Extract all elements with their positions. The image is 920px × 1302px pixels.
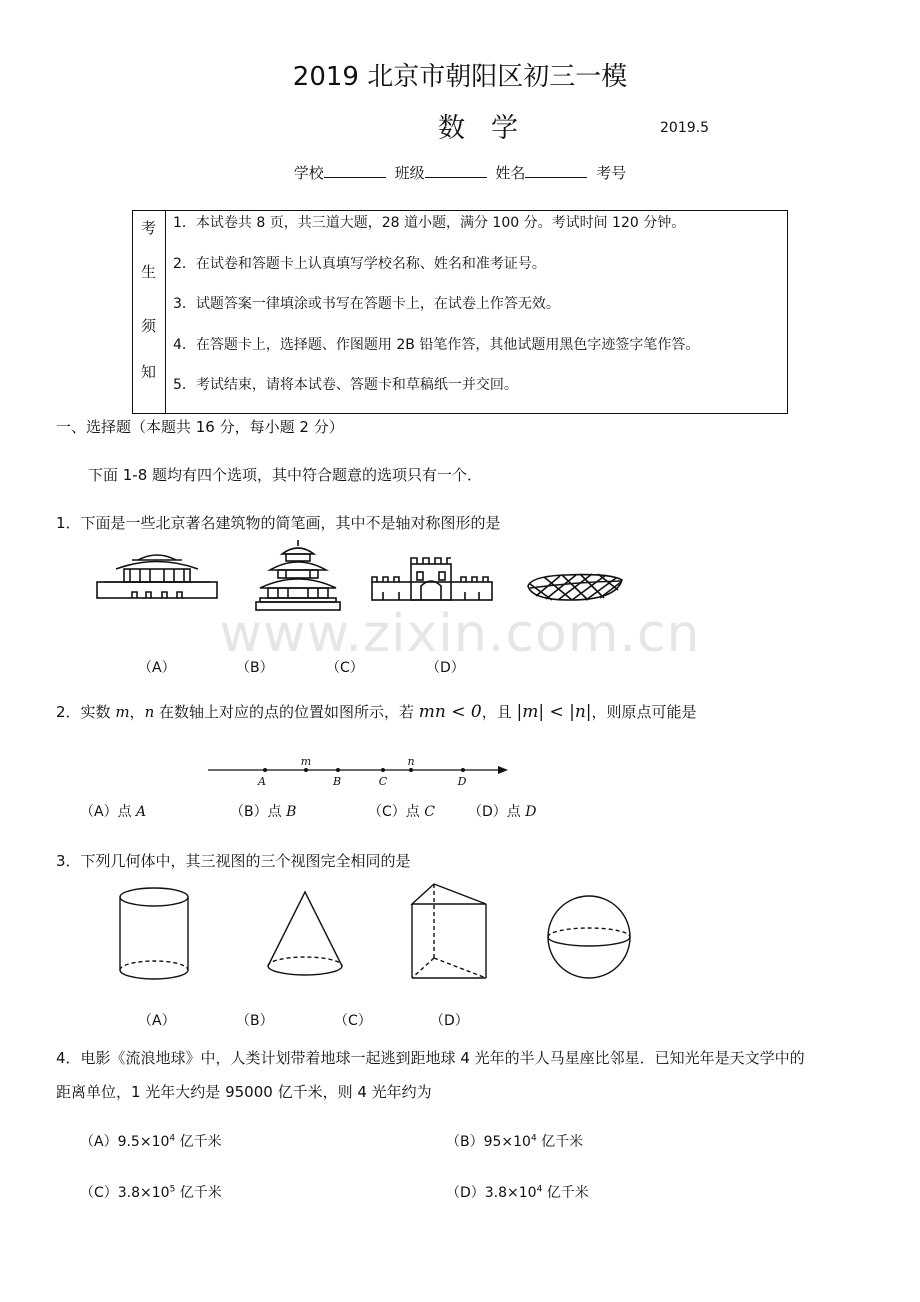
label-a: A bbox=[258, 775, 266, 788]
option-unit: 亿千米 bbox=[175, 1185, 222, 1201]
question-4-text-line2: 距离单位，1 光年大约是 95000 亿千米，则 4 光年约为 bbox=[56, 1083, 432, 1101]
notice-label-char: 知 bbox=[141, 363, 157, 381]
q1-option-b[interactable]: （B） bbox=[236, 660, 274, 676]
option-label: （C）点 bbox=[368, 804, 425, 820]
option-var: C bbox=[424, 804, 435, 820]
exam-number-label: 考号 bbox=[596, 164, 627, 182]
option-mantissa: （D）3.8×10 bbox=[446, 1185, 537, 1201]
number-line bbox=[206, 752, 516, 792]
temple-of-heaven-drawing bbox=[256, 540, 340, 614]
option-var: D bbox=[525, 804, 537, 820]
class-label: 班级 bbox=[394, 164, 425, 182]
q3-option-a[interactable]: （A） bbox=[138, 1013, 176, 1029]
option-exponent: 5 bbox=[169, 1184, 176, 1195]
class-blank[interactable] bbox=[425, 163, 487, 178]
q2-text-part: ， bbox=[129, 703, 145, 721]
point-b-dot bbox=[336, 768, 340, 772]
notice-label-column bbox=[133, 211, 166, 413]
option-mantissa: （C）3.8×10 bbox=[80, 1185, 170, 1201]
notice-item: 2．在试卷和答题卡上认真填写学校名称、姓名和准考证号。 bbox=[173, 256, 546, 272]
option-mantissa: （B）95×10 bbox=[446, 1134, 531, 1150]
notice-label-char: 须 bbox=[141, 317, 157, 335]
option-label: （B）点 bbox=[230, 804, 287, 820]
notice-item: 3．试题答案一律填涂或书写在答题卡上，在试卷上作答无效。 bbox=[173, 296, 560, 312]
label-n: n bbox=[407, 755, 415, 768]
label-b: B bbox=[332, 775, 342, 788]
point-c-dot bbox=[381, 768, 385, 772]
question-2-text bbox=[56, 701, 697, 722]
name-label: 姓名 bbox=[495, 164, 526, 182]
student-info-line bbox=[0, 162, 920, 183]
point-d-dot bbox=[461, 768, 465, 772]
point-n-dot bbox=[409, 768, 413, 772]
option-exponent: 4 bbox=[536, 1184, 543, 1195]
exam-notice-box bbox=[132, 210, 788, 414]
q4-option-b[interactable] bbox=[446, 1131, 583, 1151]
q1-option-c[interactable]: （C） bbox=[326, 660, 364, 676]
page-title: 2019 北京市朝阳区初三一模 bbox=[292, 62, 628, 92]
number-line-arrow bbox=[498, 766, 508, 774]
q1-option-a[interactable]: （A） bbox=[138, 660, 176, 676]
great-wall-drawing bbox=[371, 556, 493, 602]
notice-item: 1．本试卷共 8 页，共三道大题，28 道小题，满分 100 分。考试时间 120 分钟。 bbox=[173, 215, 686, 231]
point-m-dot bbox=[304, 768, 308, 772]
q2-text-part: ，且 bbox=[481, 703, 517, 721]
sphere-drawing bbox=[544, 892, 634, 982]
q3-option-d[interactable]: （D） bbox=[430, 1013, 469, 1029]
q2-option-b[interactable] bbox=[230, 801, 296, 821]
q2-option-d[interactable] bbox=[468, 801, 536, 821]
q3-option-c[interactable]: （C） bbox=[334, 1013, 372, 1029]
q3-option-b[interactable]: （B） bbox=[236, 1013, 274, 1029]
option-var: A bbox=[136, 804, 147, 820]
option-unit: 亿千米 bbox=[536, 1134, 584, 1150]
point-a-dot bbox=[263, 768, 267, 772]
cone-drawing bbox=[264, 888, 346, 982]
section-heading: 一、选择题（本题共 16 分，每小题 2 分） bbox=[56, 418, 344, 436]
option-unit: 亿千米 bbox=[175, 1134, 222, 1150]
tiananmen-drawing bbox=[94, 552, 220, 602]
cylinder-drawing bbox=[116, 884, 192, 984]
option-exponent: 4 bbox=[530, 1133, 537, 1144]
option-mantissa: （A）9.5×10 bbox=[80, 1134, 170, 1150]
triangular-prism-drawing bbox=[408, 880, 492, 984]
watermark: www.zixin.com.cn bbox=[219, 604, 701, 664]
option-label: （D）点 bbox=[468, 804, 526, 820]
option-unit: 亿千米 bbox=[542, 1185, 589, 1201]
label-c: C bbox=[378, 775, 388, 788]
notice-item: 4．在答题卡上，选择题、作图题用 2B 铅笔作答，其他试题用黑色字迹签字笔作答。 bbox=[173, 337, 700, 353]
q2-text-part: ，则原点可能是 bbox=[591, 703, 697, 721]
q4-option-c[interactable] bbox=[80, 1182, 222, 1202]
exam-date: 2019.5 bbox=[660, 120, 709, 136]
q1-option-d[interactable]: （D） bbox=[426, 660, 465, 676]
birds-nest-stadium-drawing bbox=[526, 572, 624, 602]
question-3-text: 3．下列几何体中，其三视图的三个视图完全相同的是 bbox=[56, 852, 411, 870]
q4-option-d[interactable] bbox=[446, 1182, 589, 1202]
question-4-text-line1: 4．电影《流浪地球》中，人类计划带着地球一起逃到距地球 4 光年的半人马星座比邻星．已知光年是天文学中的 bbox=[56, 1049, 805, 1067]
label-m: m bbox=[300, 755, 312, 768]
q4-option-a[interactable] bbox=[80, 1131, 222, 1151]
q2-option-c[interactable] bbox=[368, 801, 435, 821]
q2-text-part: 2．实数 bbox=[56, 703, 116, 721]
subject-title: 数学 bbox=[438, 113, 544, 144]
q2-var-n: n bbox=[144, 703, 155, 721]
notice-label-char: 考 bbox=[141, 219, 157, 237]
option-var: B bbox=[286, 804, 297, 820]
school-blank[interactable] bbox=[324, 163, 386, 178]
label-d: D bbox=[457, 775, 467, 788]
q2-condition-abs: |m| < |n| bbox=[516, 702, 592, 722]
q2-text-part: 在数轴上对应的点的位置如图所示，若 bbox=[154, 703, 419, 721]
notice-label-char: 生 bbox=[141, 263, 157, 281]
option-exponent: 4 bbox=[169, 1133, 176, 1144]
section-intro: 下面 1-8 题均有四个选项，其中符合题意的选项只有一个． bbox=[88, 466, 483, 484]
option-label: （A）点 bbox=[80, 804, 137, 820]
school-label: 学校 bbox=[293, 164, 324, 182]
q2-var-m: m bbox=[115, 703, 130, 721]
q2-condition-mn: mn < 0 bbox=[418, 702, 482, 722]
notice-item: 5．考试结束，请将本试卷、答题卡和草稿纸一并交回。 bbox=[173, 377, 518, 393]
question-1-text: 1．下面是一些北京著名建筑物的简笔画，其中不是轴对称图形的是 bbox=[56, 514, 501, 532]
q2-option-a[interactable] bbox=[80, 801, 146, 821]
name-blank[interactable] bbox=[525, 163, 587, 178]
